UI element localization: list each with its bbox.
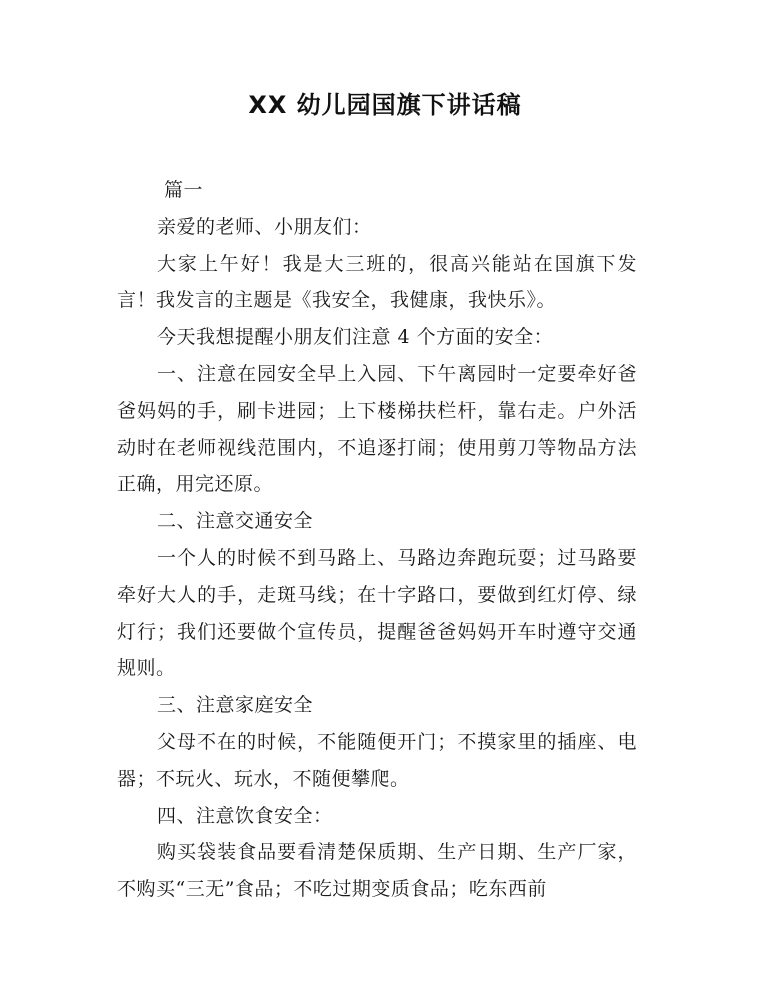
salutation: 亲爱的老师、小朋友们：	[157, 215, 372, 238]
subheading: 四、注意饮食安全：	[157, 804, 333, 827]
subheading: 二、注意交通安全	[157, 510, 314, 533]
body-paragraph: 购买袋装食品要看清楚保质期、生产日期、生产厂家，不购买“三无”食品；不吃过期变质食品；吃东西前	[117, 841, 637, 901]
subheading: 三、注意家庭安全	[157, 694, 314, 717]
section-heading: 篇一	[164, 179, 204, 201]
body-paragraph: 今天我想提醒小朋友们注意 4 个方面的安全：	[157, 326, 554, 349]
body-paragraph: 父母不在的时候，不能随便开门；不摸家里的插座、电器；不玩火、玩水，不随便攀爬。	[117, 730, 637, 790]
document-title: XX 幼儿园国旗下讲话稿	[248, 91, 522, 119]
body-paragraph: 大家上午好！我是大三班的，很高兴能站在国旗下发言！我发言的主题是《我安全，我健康，我快乐》。	[117, 252, 637, 312]
body-paragraph: 一个人的时候不到马路上、马路边奔跑玩耍；过马路要牵好大人的手，走斑马线；在十字路口，要做到红灯停、绿灯行；我们还要做个宣传员，提醒爸爸妈妈开车时遵守交通规则。	[117, 546, 637, 680]
body-paragraph: 一、注意在园安全早上入园、下午离园时一定要牵好爸爸妈妈的手，刷卡进园；上下楼梯扶栏杆，靠右走。户外活动时在老师视线范围内，不追逐打闹；使用剪刀等物品方法正确，用完还原。	[117, 362, 637, 496]
document-body	[117, 172, 637, 908]
